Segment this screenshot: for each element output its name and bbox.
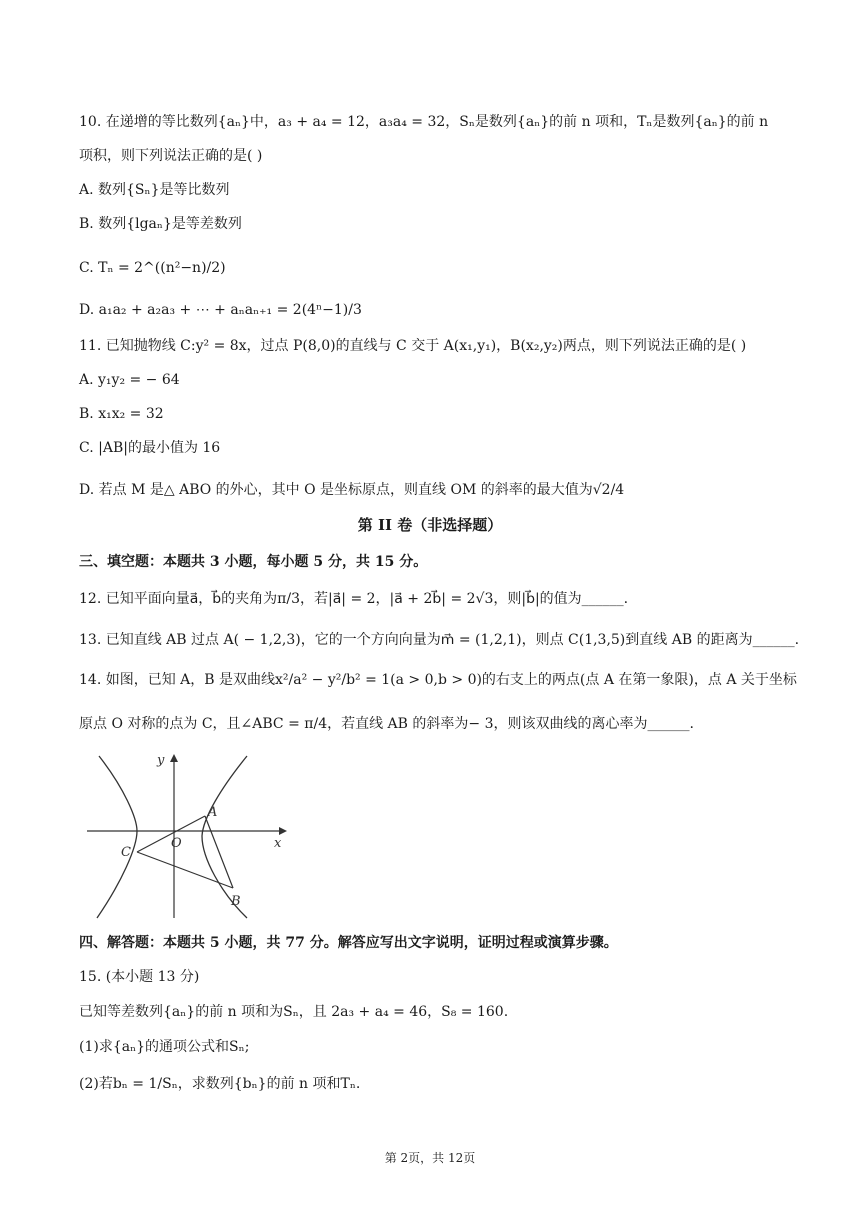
page-footer: 第 2页，共 12页: [384, 1151, 476, 1165]
x-axis-arrow: [279, 827, 287, 835]
hyperbola-left-branch: [97, 756, 137, 918]
q10-line2: 项积，则下列说法正确的是( ): [79, 148, 263, 164]
q11-stem: 11. 已知抛物线 C:y² = 8x，过点 P(8,0)的直线与 C 交于 A(x₁,y₁)，B(x₂,y₂)两点，则下列说法正确的是( ): [79, 338, 747, 354]
q15-title: 15. (本小题 13 分): [79, 969, 200, 985]
q12: 12. 已知平面向量a⃗，b⃗的夹角为π/3，若|a⃗| = 2，|a⃗ + 2b⃗| = 2√3，则|b⃗|的值为______.: [79, 591, 629, 607]
q10-option-a: A. 数列{Sₙ}是等比数列: [79, 182, 230, 198]
label-b: B: [231, 894, 241, 909]
fill-blank-heading: 三、填空题：本题共 3 小题，每小题 5 分，共 15 分。: [79, 554, 428, 570]
segment-cb: [137, 852, 233, 888]
label-c: C: [121, 845, 131, 860]
label-o: O: [171, 836, 182, 851]
hyperbola-svg: [79, 748, 294, 923]
q11-option-c: C. |AB|的最小值为 16: [79, 440, 221, 456]
label-a: A: [208, 805, 218, 820]
q14-line2: 原点 O 对称的点为 C，且∠ABC = π/4，若直线 AB 的斜率为− 3，则该双曲线的离心率为______.: [79, 716, 694, 732]
q14-line1: 14. 如图，已知 A，B 是双曲线x²/a² − y²/b² = 1(a > 0,b > 0)的右支上的两点(点 A 在第一象限)，点 A 关于坐标: [79, 672, 797, 688]
section2-title: 第 II 卷（非选择题）: [357, 516, 503, 534]
y-axis-arrow: [170, 754, 178, 762]
q10-option-c: C. Tₙ = 2^((n²−n)/2): [79, 260, 226, 276]
hyperbola-figure: [79, 748, 294, 923]
q11-option-d: D. 若点 M 是△ ABO 的外心，其中 O 是坐标原点，则直线 OM 的斜率的最大值为√2/4: [79, 482, 625, 498]
segment-ab: [205, 816, 233, 888]
q10-option-d: D. a₁a₂ + a₂a₃ + ⋯ + aₙaₙ₊₁ = 2(4ⁿ−1)/3: [79, 302, 362, 318]
label-y: y: [157, 753, 165, 768]
q10-option-b: B. 数列{lgaₙ}是等差数列: [79, 216, 242, 232]
q15-part1: (1)求{aₙ}的通项公式和Sₙ;: [79, 1039, 250, 1055]
q11-option-b: B. x₁x₂ = 32: [79, 406, 164, 422]
q15-part2: (2)若bₙ = 1/Sₙ，求数列{bₙ}的前 n 项和Tₙ.: [79, 1076, 361, 1092]
solve-heading: 四、解答题：本题共 5 小题，共 77 分。解答应写出文字说明，证明过程或演算步骤。: [79, 935, 618, 951]
q10-line1: 10. 在递增的等比数列{aₙ}中，a₃ + a₄ = 12，a₃a₄ = 32，Sₙ是数列{aₙ}的前 n 项和，Tₙ是数列{aₙ}的前 n: [79, 114, 769, 130]
q15-stem: 已知等差数列{aₙ}的前 n 项和为Sₙ，且 2a₃ + a₄ = 46，S₈ = 160.: [79, 1004, 509, 1020]
q13: 13. 已知直线 AB 过点 A( − 1,2,3)，它的一个方向向量为m⃗ = (1,2,1)，则点 C(1,3,5)到直线 AB 的距离为______.: [79, 632, 800, 648]
q11-option-a: A. y₁y₂ = − 64: [79, 372, 180, 388]
label-x: x: [274, 836, 282, 851]
